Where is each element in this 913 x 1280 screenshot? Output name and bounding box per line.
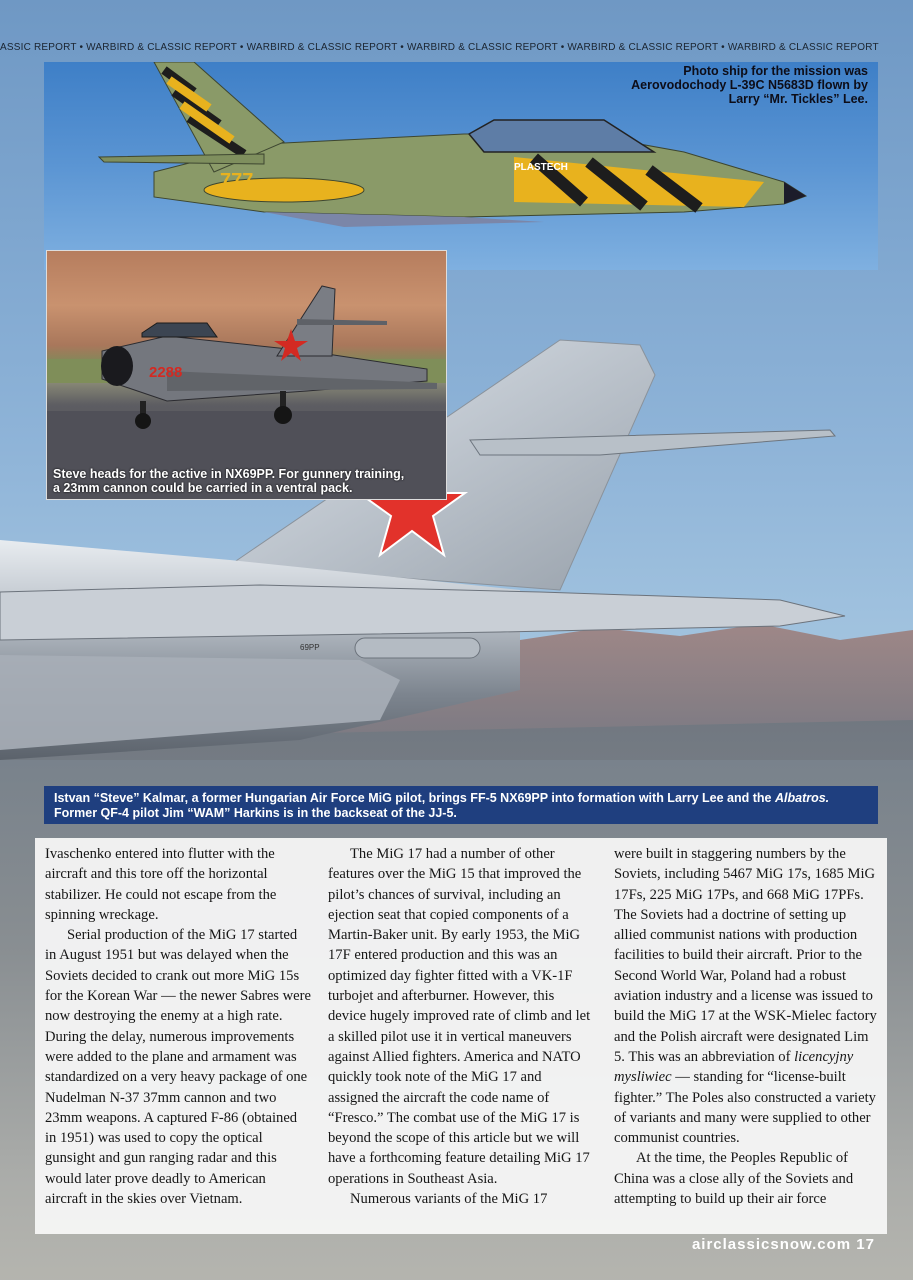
mig-fuselage-mark: 69PP xyxy=(300,643,320,652)
paragraph: The MiG 17 had a number of other features over the MiG 15 that improved the pilot’s chances of survival, including an ejection seat that copied components of a Martin-Baker unit. By early 1953, the MiG 17F entered production and this was an optimized day fighter fitted with a VK-1F turbojet and afterburner. However, this device hugely improved rate of climb and let a skilled pilot use it in vertical maneuvers against Allied fighters. America and NATO quickly took note of the MiG 17 and assigned the aircraft the code name of “Fresco.” The combat use of the MiG 17 is beyond the scope of this article but we will have a forthcoming feature detailing MiG 17 operations in Southeast Asia. xyxy=(328,846,591,1187)
inset-photo xyxy=(46,250,447,500)
main-caption-text-a: Istvan “Steve” Kalmar, a former Hungarian Air Force MiG pilot, brings FF-5 NX69PP into formation with Larry Lee and the xyxy=(54,791,775,805)
article-column-1 xyxy=(45,844,311,1209)
article-column-2 xyxy=(328,844,594,1209)
l39-photo xyxy=(44,62,878,270)
mig-nose-number: 2288 xyxy=(149,364,183,381)
l39-nose-text: PLASTECH xyxy=(514,162,568,173)
article-text-box xyxy=(35,838,887,1234)
text-run: were built in staggering numbers by the Soviets, including 5467 MiG 17s, 1685 MiG 17Fs, 225 MiG 17Ps, and 668 MiG 17PFs. The Soviets had a doctrine of setting up allied communist nations with production facilities to build their aircraft. Prior to the Second World War, Poland had a robust aviation industry and a license was issued to build the MiG 17 at the WSK-Mielec factory and the Polish aircraft were designated Lim 5. This was an abbreviation of xyxy=(614,846,877,1065)
top-photo-caption: Photo ship for the mission was Aerovodochody L-39C N5683D flown by Larry “Mr. Tickles” Lee. xyxy=(631,64,868,106)
article-column-3 xyxy=(614,844,880,1209)
page-folio: airclassicsnow.com 17 xyxy=(691,1236,875,1253)
italic-term: licencyjny mysliwiec xyxy=(614,1048,854,1086)
l39-tail-number: 777 xyxy=(220,170,254,192)
main-photo-caption xyxy=(44,786,878,824)
main-caption-italic: Albatros. xyxy=(774,791,830,805)
mig-ground-illustration xyxy=(47,251,446,499)
inset-photo-caption: Steve heads for the active in NX69PP. For gunnery training, a 23mm cannon could be carried in a ventral pack. xyxy=(53,467,405,495)
running-head: ASSIC REPORT • WARBIRD & CLASSIC REPORT • WARBIRD & CLASSIC REPORT • WARBIRD & CLASSIC REPORT • WARBIRD & CLASSIC REPORT • WARBIRD & CLASSIC REPORT xyxy=(0,42,879,53)
paragraph: Ivaschenko entered into flutter with the aircraft and this tore off the horizontal stabilizer. He could not escape from the spinning wreckage. xyxy=(45,846,277,923)
paragraph: Numerous variants of the MiG 17 xyxy=(350,1191,548,1208)
main-caption-text-b: Former QF-4 pilot Jim “WAM” Harkins is in the backseat of the JJ-5. xyxy=(54,806,457,820)
paragraph: At the time, the Peoples Republic of China was a close ally of the Soviets and attempting to build up their air force xyxy=(614,1150,854,1208)
paragraph xyxy=(614,844,880,1148)
text-run: — standing for “license-built fighter.” The Poles also constructed a variety of variants and many were supplied to other communist countries. xyxy=(614,1069,876,1147)
paragraph: Serial production of the MiG 17 started in August 1951 but was delayed when the Soviets decided to crank out more MiG 15s for the Korean War — the newer Sabres were now destroying the enemy at a high rate. During the delay, numerous improvements were added to the plane and armament was standardized on a very heavy package of one Nudelman N-37 37mm cannon and two 23mm weapons. A captured F-86 (obtained in 1951) was used to copy the optical gunsight and gun ranging radar and this would later prove deadly to American aircraft in the skies over Vietnam. xyxy=(45,927,311,1208)
